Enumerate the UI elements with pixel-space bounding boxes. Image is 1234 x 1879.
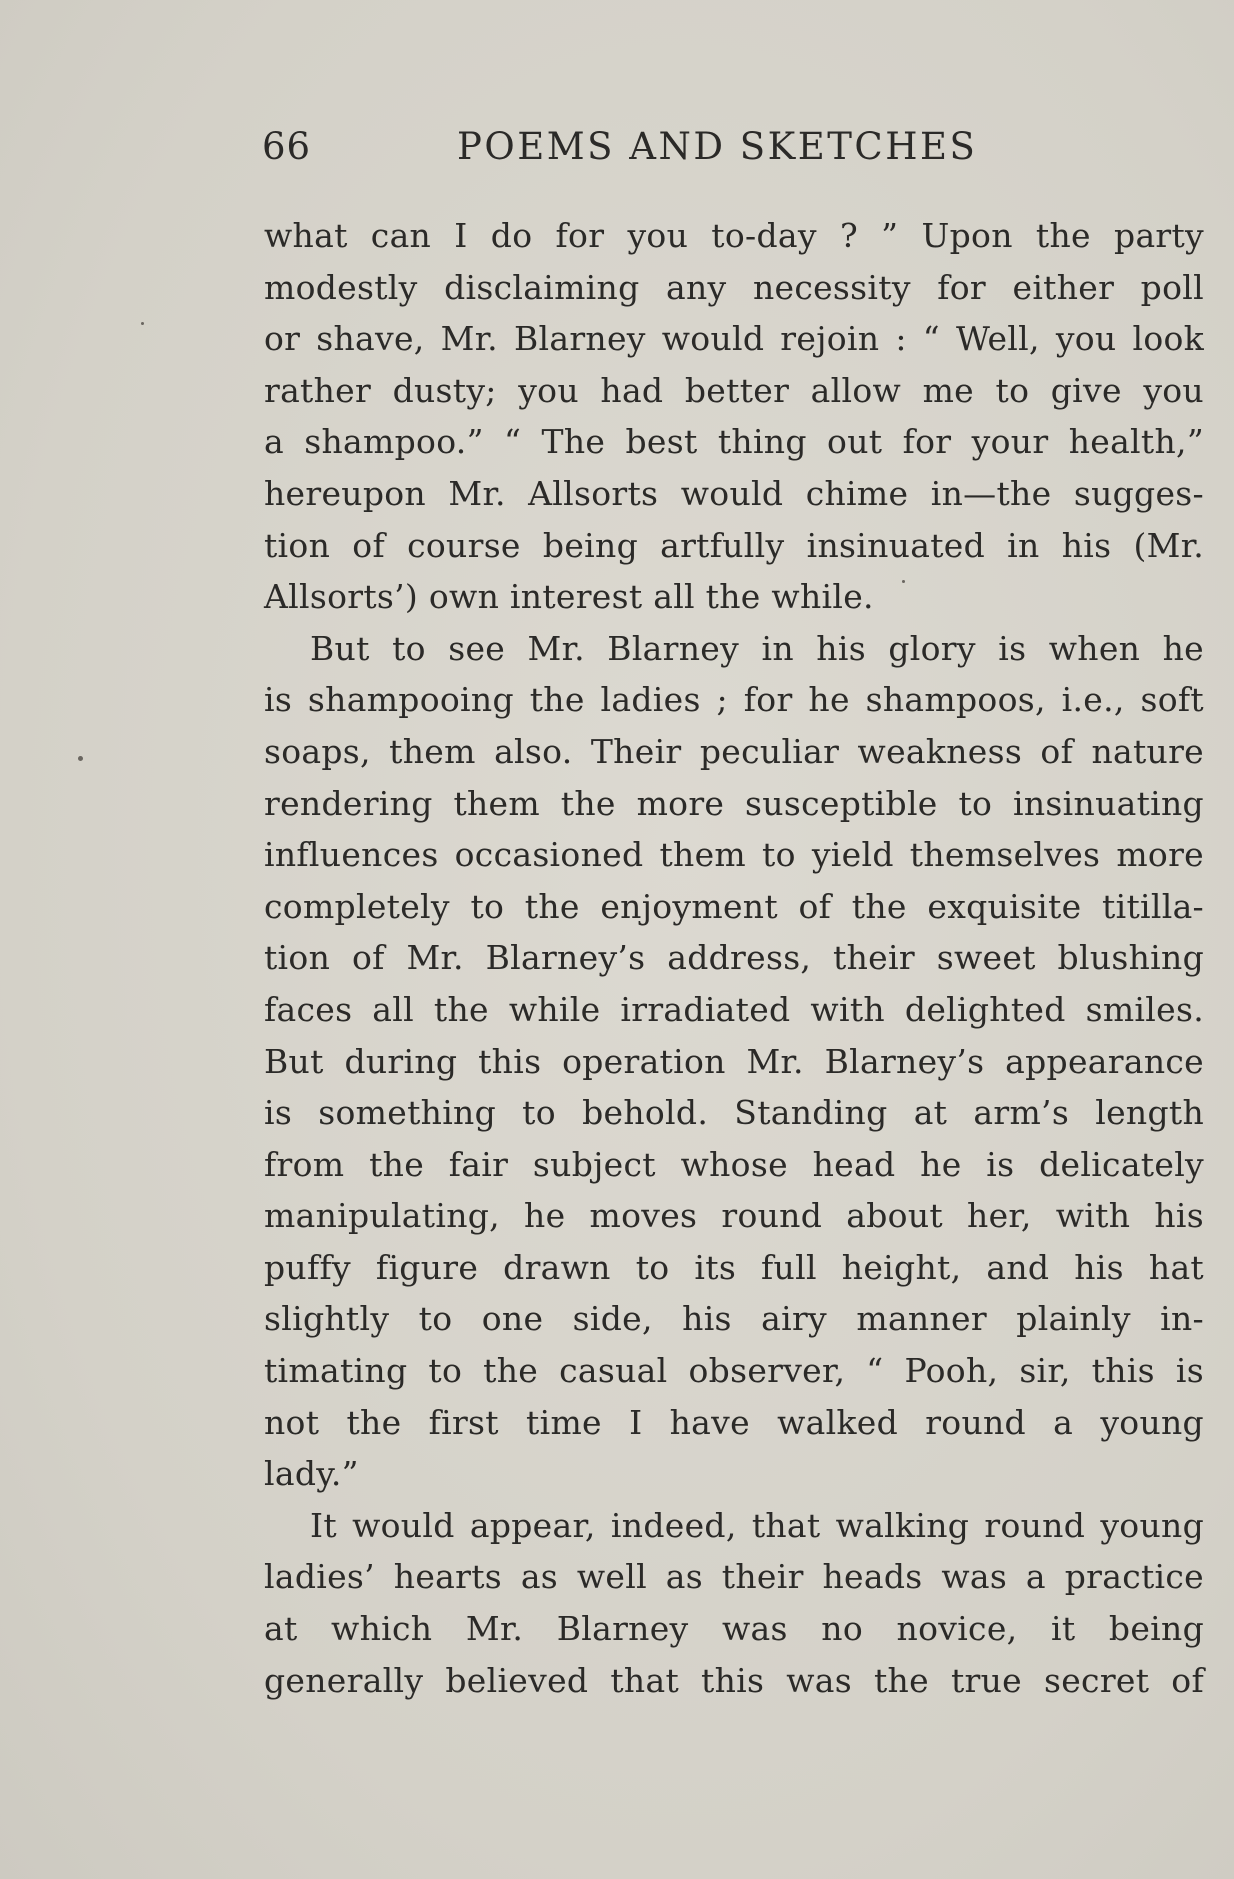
text-line: It would appear, indeed, that walking round young: [310, 1505, 1204, 1545]
paper-speck: [141, 322, 144, 325]
text-line: or shave, Mr. Blarney would rejoin : “ Well, you look: [264, 319, 1204, 359]
paper-speck: [902, 580, 905, 583]
text-line: But to see Mr. Blarney in his glory is when he: [310, 628, 1204, 668]
text-line: tion of Mr. Blarney’s address, their sweet blushing: [264, 938, 1204, 978]
text-line: timating to the casual observer, “ Pooh, sir, this is: [264, 1351, 1204, 1391]
text-line: slightly to one side, his airy manner plainly in-: [264, 1299, 1204, 1339]
body-text: [264, 210, 1204, 1706]
page-header: [262, 125, 994, 175]
text-line: generally believed that this was the true secret of: [264, 1660, 1204, 1700]
text-line: is something to behold. Standing at arm’s length: [264, 1093, 1204, 1133]
text-line: at which Mr. Blarney was no novice, it being: [264, 1609, 1204, 1649]
text-line: Allsorts’) own interest all the while.: [264, 577, 874, 617]
text-line: puffy figure drawn to its full height, and his hat: [264, 1247, 1204, 1287]
text-line: influences occasioned them to yield themselves more: [264, 835, 1204, 875]
text-line: rather dusty; you had better allow me to give you: [264, 370, 1204, 410]
text-line: rendering them the more susceptible to insinuating: [264, 783, 1204, 823]
text-line: a shampoo.” “ The best thing out for your health,”: [264, 422, 1204, 462]
text-line: tion of course being artfully insinuated in his (Mr.: [264, 525, 1204, 565]
text-line: soaps, them also. Their peculiar weakness of nature: [264, 731, 1204, 771]
text-line: is shampooing the ladies ; for he shampoos, i.e., soft: [264, 680, 1204, 720]
text-line: lady.”: [264, 1454, 359, 1494]
text-line: manipulating, he moves round about her, with his: [264, 1196, 1204, 1236]
text-line: hereupon Mr. Allsorts would chime in—the sugges-: [264, 473, 1204, 513]
running-title: POEMS AND SKETCHES: [457, 125, 978, 168]
text-line: completely to the enjoyment of the exquisite titilla-: [264, 886, 1204, 926]
text-line: not the first time I have walked round a young: [264, 1402, 1204, 1442]
text-line: what can I do for you to-day ? ” Upon the party: [264, 216, 1204, 255]
text-line: But during this operation Mr. Blarney’s appearance: [264, 1041, 1204, 1081]
text-line: ladies’ hearts as well as their heads was a practice: [264, 1557, 1204, 1597]
text-line: from the fair subject whose head he is delicately: [264, 1144, 1204, 1184]
paper-speck: [78, 756, 83, 761]
page-number: 66: [262, 125, 312, 168]
text-line: faces all the while irradiated with delighted smiles.: [264, 989, 1204, 1029]
text-line: modestly disclaiming any necessity for either poll: [264, 267, 1204, 307]
